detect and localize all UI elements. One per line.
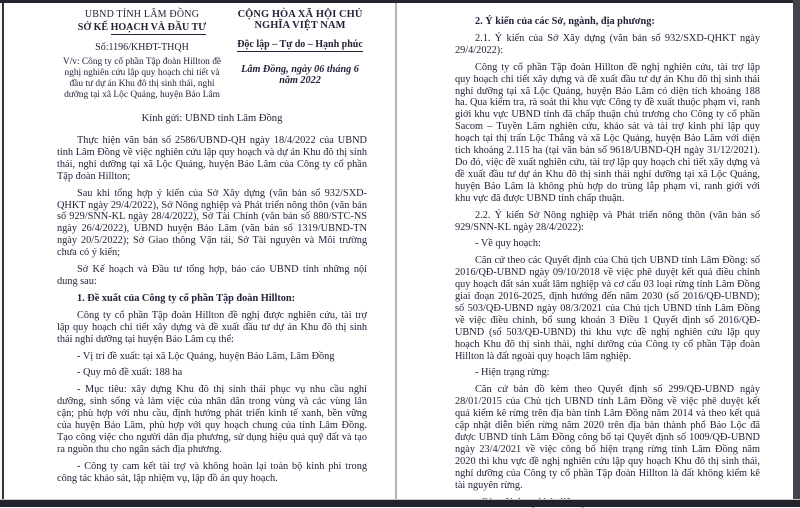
section-2-2-heading: 2.2. Ý kiến Sở Nông nghiệp và Phát triển nông thôn (văn bản số 929/SNN-KL ngày 28/4/2022): [455, 209, 760, 233]
paragraph: Thực hiện văn bản số 2586/UBND-QH ngày 18/4/2022 của UBND tỉnh Lâm Đồng về việc nghiên cứu lập quy hoạch và dự án Khu đô thị sinh thái, nghỉ dưỡng tại xã Lộc Quảng, huyện Bảo Lâm của Công ty cổ phần Tập đoàn Hillton; [57, 135, 367, 182]
paragraph: Công ty cổ phần Tập đoàn Hillton đề nghị được nghiên cứu, tài trợ lập quy hoạch chi tiết xây dựng và đề xuất đầu tư dự án Khu đô thị sinh thái nghỉ dưỡng tại huyện Bảo Lâm cụ thể: [57, 309, 367, 345]
national-motto: Độc lập – Tự do – Hạnh phúc [237, 39, 363, 50]
scan-border-left [2, 3, 4, 500]
issuing-agency-block [57, 9, 227, 101]
section-2-heading: 2. Ý kiến của các Sở, ngành, địa phương: [475, 16, 655, 27]
national-motto-wrap [233, 34, 367, 52]
page-1-body [57, 135, 367, 485]
issuing-agency-name-prefix: SỞ KẾ [77, 22, 111, 33]
dash-item-scale: - Quy mô đề xuất: 188 ha [77, 367, 183, 379]
scan-border-bottom [0, 500, 800, 507]
section-2-1-heading: 2.1. Ý kiến của Sở Xây dựng (văn bản số 932/SXD-QHKT ngày 29/4/2022): [455, 32, 760, 56]
section-1-heading: 1. Đề xuất của Công ty cổ phần Tập đoàn Hillton: [77, 292, 296, 304]
document-page-1 [4, 3, 395, 500]
document-page-2 [397, 3, 793, 500]
place-date-line: Lâm Đồng, ngày 06 tháng 6 năm 2022 [241, 64, 359, 86]
page-divider [395, 3, 397, 500]
salutation-line: Kính gửi: UBND tỉnh Lâm Đồng [141, 113, 283, 124]
dash-item-commitment: - Công ty cam kết tài trợ và không hoàn lại toàn bộ kinh phí trong công tác khảo sát, lập nhiệm vụ, lập đồ án quy hoạch. [57, 460, 367, 484]
issuing-agency-name [57, 22, 227, 33]
document-number: Số:1196/KHĐT-THQH [95, 42, 189, 53]
national-title: CỘNG HÒA XÃ HỘI CHỦ NGHĨA VIỆT NAM [237, 9, 363, 31]
dash-item-objective: - Mục tiêu: xây dựng Khu đô thị sinh thái phục vụ nhu cầu nghỉ dưỡng, sinh sống và làm việc của nhân dân trong vùng và các vùng lân cận; phù hợp với nhu cầu, định hướng phát triển kinh tế xanh, bền vững của huyện Bảo Lâm, phù hợp với quy hoạch chung của tỉnh Lâm Đồng. Tạo công việc cho người dân địa phương, sử dụng hiệu quả quỹ đất và tạo ra nguồn thu cho ngân sách địa phương. [57, 384, 367, 455]
national-header-block [227, 9, 367, 101]
paragraph: Công ty cổ phần Tập đoàn Hillton đề nghị nghiên cứu, tài trợ lập quy hoạch chi tiết xây dựng và đề xuất đầu tư dự án Khu đô thị sinh thái nghỉ dưỡng tại xã Lộc Quảng, huyện Bảo Lâm có diện tích khoảng 188 ha. Qua kiểm tra, rà soát thì khu vực Công ty đề xuất thuộc phạm vi, ranh giới khu vực UBND tỉnh đã chấp thuận chủ trương cho Công ty cổ phần Sacom – Tuyền Lâm nghiên cứu, khảo sát và tài trợ kinh phí lập quy hoạch tại thị trấn Lộc Thắng và xã Lộc Quảng, huyện Bảo Lâm với diện tích khoảng 2.115 ha (tại văn bản số 9618/UBND-QH ngày 31/12/2021). Do đó, việc đề xuất nghiên cứu, tài trợ lập quy hoạch chi tiết xây dựng và đề xuất đầu tư dự án Khu đô thị sinh thái nghỉ dưỡng tại xã Lộc Quảng, huyện Bảo Lâm là không phù hợp do trùng lắp phạm vi, ranh giới với khu vực đã được UBND tỉnh chấp thuận. [455, 61, 760, 204]
paragraph: Căn cứ bản đồ kèm theo Quyết định số 299/QĐ-UBND ngày 28/01/2015 của Chủ tịch UBND tỉnh Lâm Đồng về việc phê duyệt kết quả kiểm kê rừng trên địa bàn tỉnh Lâm Đồng năm 2014 và theo kết quả cập nhật diễn biến rừng năm 2020 trên địa bàn thành phố Bảo Lộc đã được UBND tỉnh Lâm Đồng công bố tại Quyết định số 1009/QĐ-UBND ngày 23/4/2021 về việc công bố hiện trạng rừng tỉnh Lâm Đồng năm 2020 thì khu vực đề nghị nghiên cứu lập quy hoạch Khu đô thị sinh thái, nghỉ dưỡng của Công ty cổ phần Tập đoàn Hillton là đất không kiểm kê tài nguyên rừng. [455, 384, 760, 491]
paragraph: Sau khi tổng hợp ý kiến của Sở Xây dựng (văn bản số 932/SXD-QHKT ngày 29/4/2022), Sở Nông nghiệp và Phát triển nông thôn (văn bản số 929/SNN-KL ngày 28/4/2022), Sở Tài Chính (văn bản số 880/STC-NS ngày 26/4/2022), UBND huyện Bảo Lâm (văn bản số 1319/UBND-TN ngày 20/5/2022); Sở Giao thông Vận tải, Sở Tài nguyên và Môi trường chưa có ý kiến; [57, 187, 367, 259]
paragraph: Căn cứ theo các Quyết định của Chủ tịch UBND tỉnh Lâm Đồng: số 2016/QĐ-UBND ngày 09/10/2018 về việc phê duyệt kết quả điều chỉnh quy hoạch đất sản xuất lâm nghiệp và cơ cấu 03 loại rừng tỉnh Lâm Đồng giai đoạn 2016-2025, định hướng đến năm 2030 (số 2016/QĐ-UBND); số 503/QĐ-UBND ngày 08/3/2021 của Chủ tịch UBND tỉnh Lâm Đồng về việc điều chỉnh, bổ sung khoản 3 Điều 1 Quyết định số 2016/QĐ-UBND (số 503/QĐ-UBND) thì khu vực đề nghị nghiên cứu lập quy hoạch Khu đô thị sinh thái, nghỉ dưỡng của Công ty cổ phần Tập đoàn Hillton là đất ngoài quy hoạch lâm nghiệp. [455, 255, 760, 362]
dash-item-location: - Vị trí đề xuất: tại xã Lộc Quảng, huyện Bảo Lâm, Lâm Đồng [77, 350, 335, 362]
issuing-agency-parent: UBND TỈNH LÂM ĐỒNG [84, 9, 200, 20]
dash-item-forest-status: - Hiện trạng rừng: [475, 367, 550, 379]
dash-item-planning: - Về quy hoạch: [475, 238, 541, 250]
paragraph: Sở Kế hoạch và Đầu tư tổng hợp, báo cáo UBND tỉnh những nội dung sau: [57, 264, 367, 287]
scan-border-top [0, 0, 800, 3]
issuing-agency-name-underlined: HOẠCH VÀ ĐẦU TƯ [110, 22, 207, 33]
document-header [57, 9, 367, 101]
document-subject: V/v: Công ty cổ phần Tập đoàn Hillton đề nghị nghiên cứu lập quy hoạch chi tiết và đầu tư dự án Khu đô thị sinh thái, nghỉ dưỡng tại xã Lộc Quảng, huyện Bảo Lâm [62, 57, 222, 100]
scan-border-right [793, 0, 800, 507]
page-2-body [455, 16, 760, 508]
